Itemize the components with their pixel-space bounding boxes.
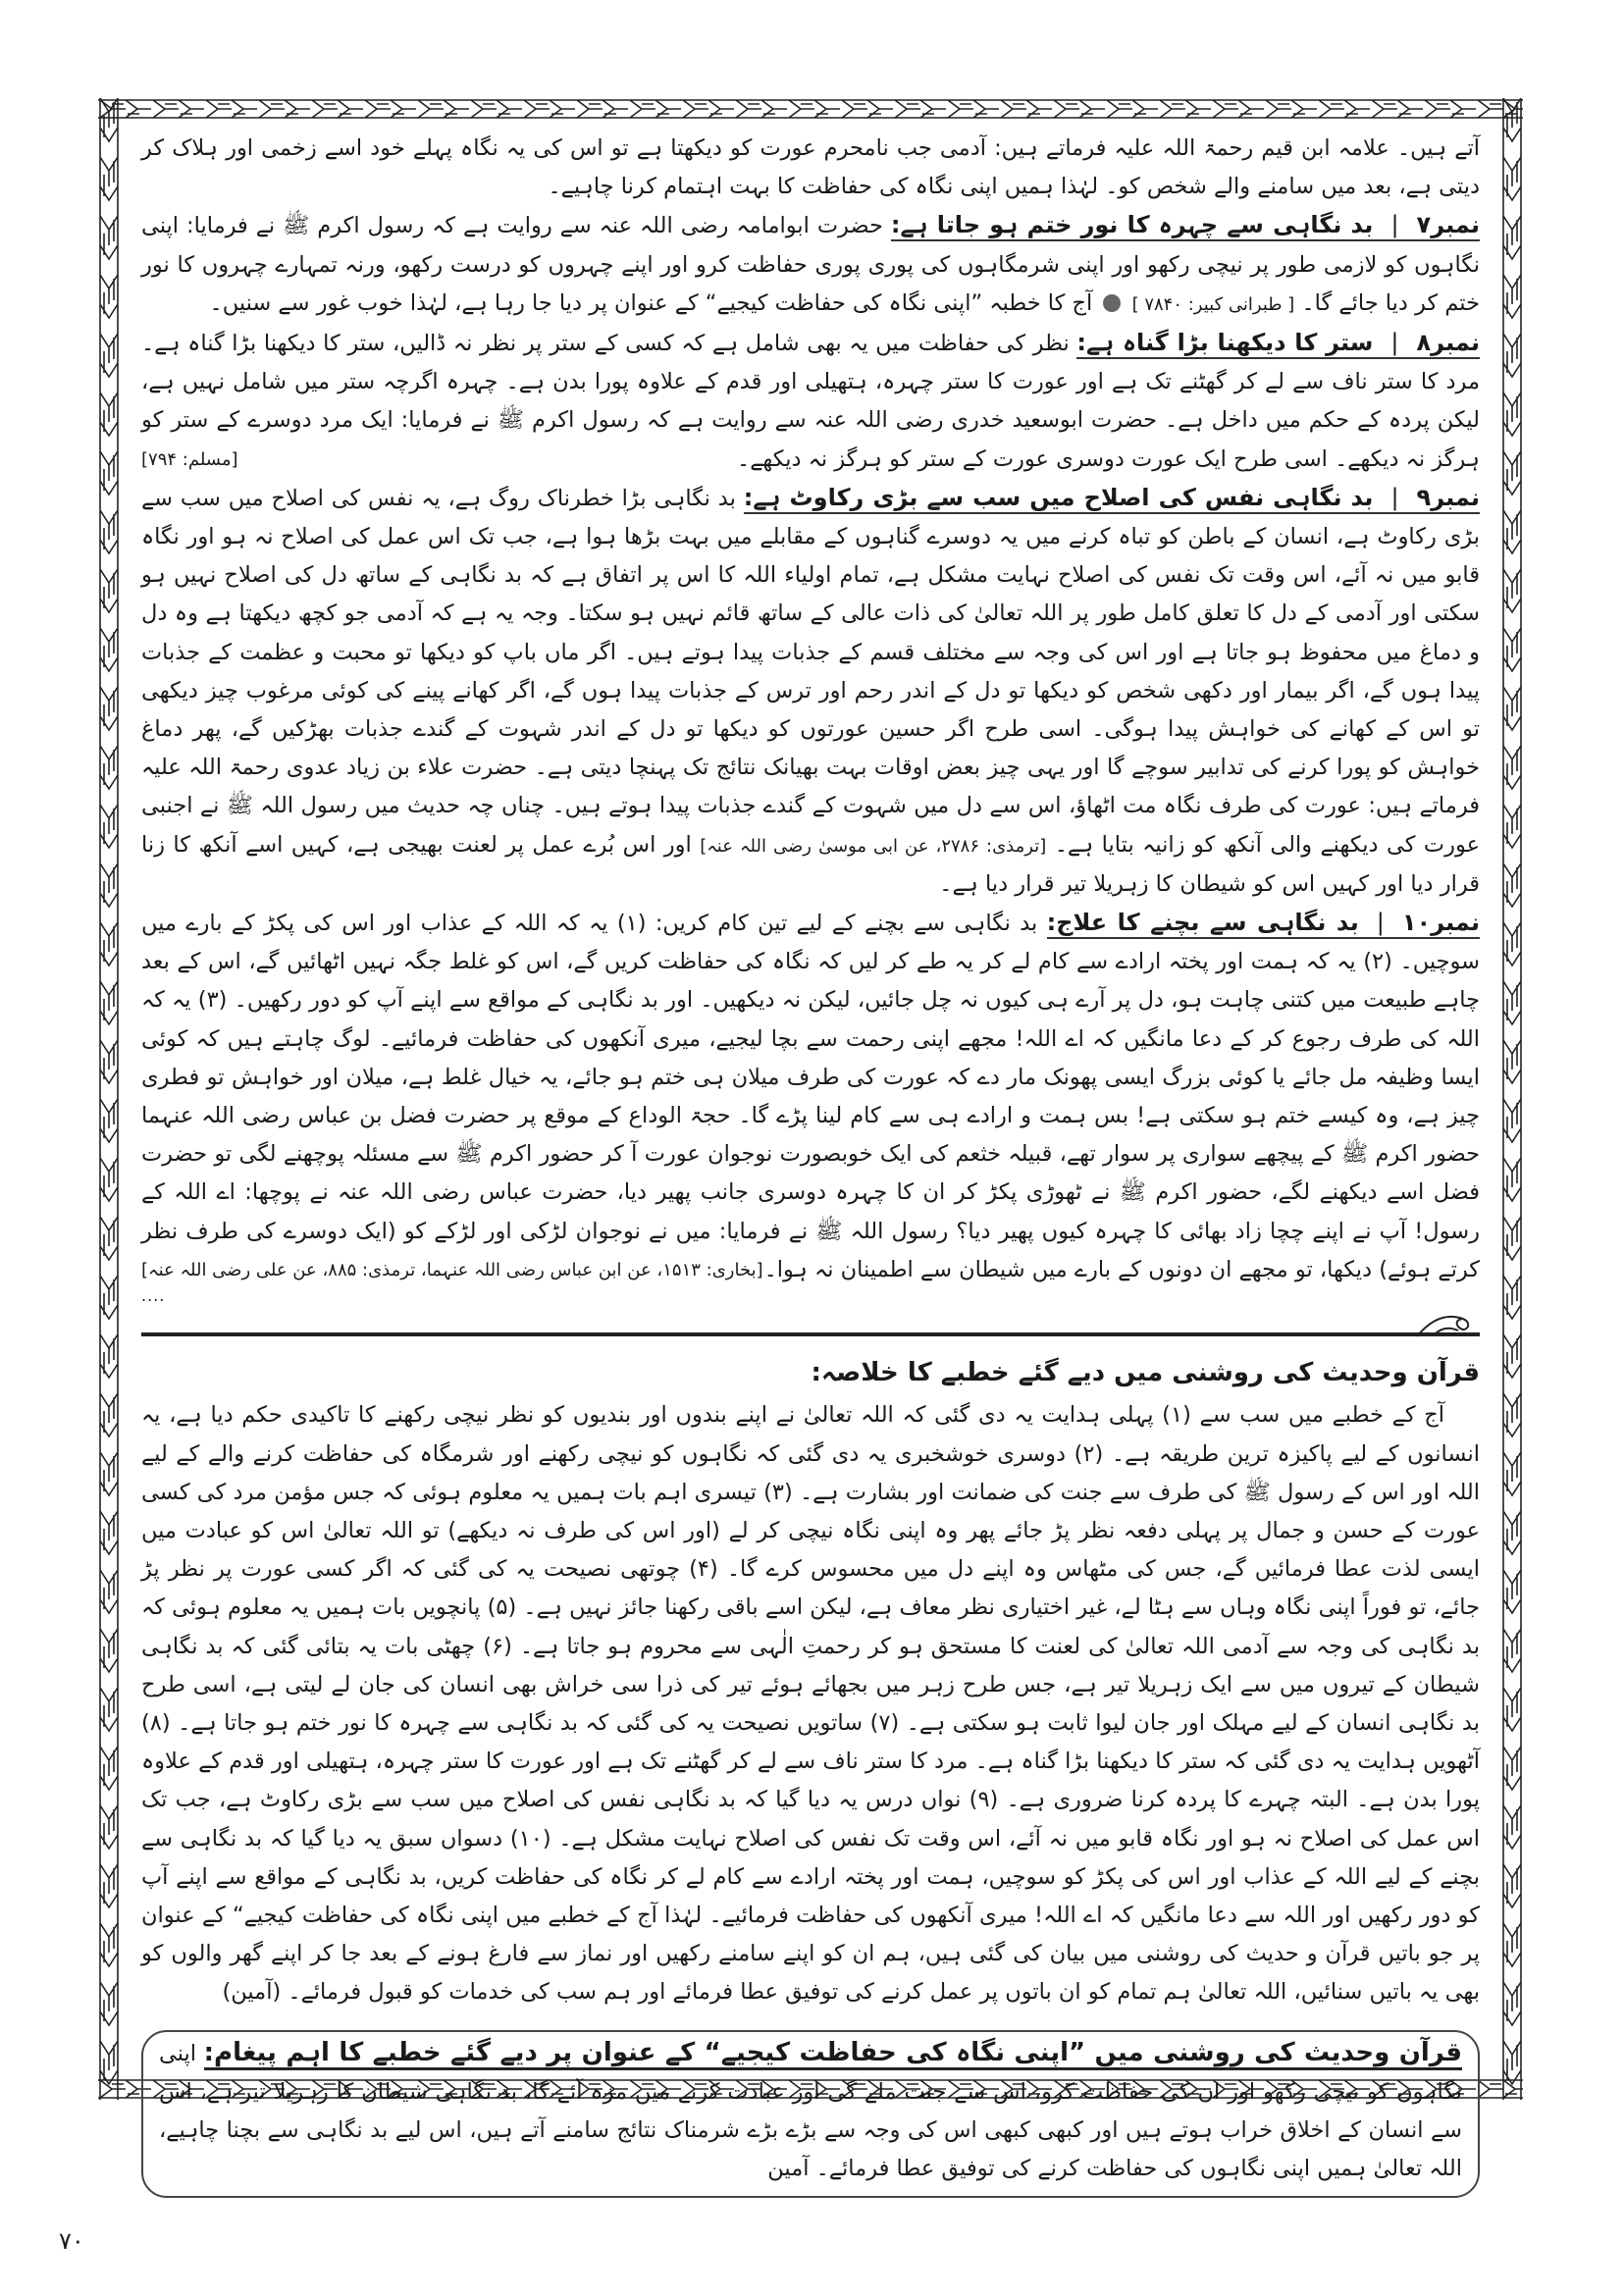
citation: [ترمذی: ۲۷۸۶، عن ابی موسیٰ رضی اللہ عنہ] [700, 835, 1047, 857]
section-title: بد نگاہی سے چہرہ کا نور ختم ہو جاتا ہے: [890, 211, 1374, 239]
message-title-text: قرآن وحدیث کی روشنی میں ”اپنی نگاہ کی حفاظت کیجیے“ کے عنوان پر دیے گئے خطبے کا اہم پیغام: [204, 2038, 1462, 2070]
citation: [مسلم: ۷۹۴] [141, 448, 238, 470]
section-tail: اور اس بُرے عمل پر لعنت بھیجی ہے، کہیں اسے آنکھ کا زنا قرار دیا اور کہیں اس کو شیطان کا زہریلا تیر قرار دیا ہے۔ [141, 831, 1480, 897]
message-body: اپنی نگاہوں کو نیچی رکھو اور ان کی حفاظت کرو، اس سے جنت ملے گی اور عبادت کرنے میں مزہ آئے گا، بد نگاہی شیطان کا زہریلا تیر ہے، اس سے انسان کے اخلاق خراب ہوتے ہیں اور کبھی کبھی اس کی وجہ سے بڑے بڑے شرمناک نتائج سامنے آتے ہیں، اس لیے بد نگاہی سے بچنا چاہیے، اللہ تعالیٰ ہمیں اپنی نگاہوں کی حفاظت کرنے کی توفیق عطا فرمائے۔ آمین [159, 2040, 1462, 2182]
summary-body: آج کے خطبے میں سب سے (۱) پہلی ہدایت یہ دی گئی کہ اللہ تعالیٰ نے اپنے بندوں اور بندیوں کو نظر نیچی رکھنے کا تاکیدی حکم دیا ہے، یہ انسانوں کے لیے پاکیزہ ترین طریقہ ہے۔ (۲) دوسری خوشخبری یہ دی گئی کہ نگاہوں کو نیچی رکھنے اور شرمگاہ کی حفاظت کرنے والے کے لیے اللہ اور اس کے رسول ﷺ کی طرف سے جنت کی ضمانت اور بشارت ہے۔ (۳) تیسری اہم بات ہمیں یہ معلوم ہوئی کہ جس مؤمن مرد کی کسی عورت کے حسن و جمال پر پہلی دفعہ نظر پڑ جائے پھر وہ اپنی نگاہ نیچی کر لے (اور اس کی طرف نہ دیکھے) تو اللہ تعالیٰ اس کو عبادت میں ایسی لذت عطا فرمائیں گے، جس کی مٹھاس وہ اپنے دل میں محسوس کرے گا۔ (۴) چوتھی نصیحت یہ کی گئی کہ اگر کسی عورت پر نظر پڑ جائے، تو فوراً اپنی نگاہ وہاں سے ہٹا لے، غیر اختیاری نظر معاف ہے، لیکن اسے باقی رکھنا جائز نہیں ہے۔ (۵) پانچویں بات ہمیں یہ معلوم ہوئی کہ بد نگاہی کی وجہ سے آدمی اللہ تعالیٰ کی لعنت کا مستحق ہو کر رحمتِ الٰہی سے محروم ہو جاتا ہے۔ (۶) چھٹی بات یہ بتائی گئی کہ بد نگاہی شیطان کے تیروں میں سے ایک زہریلا تیر ہے، جس طرح زہر میں بجھائے ہوئے تیر کی ذرا سی خراش بھی انسان کی جان لے لیتی ہے، اسی طرح بد نگاہی انسان کے لیے مہلک اور جان لیوا ثابت ہو سکتی ہے۔ (۷) ساتویں نصیحت یہ کی گئی کہ بد نگاہی سے چہرہ کا نور ختم ہو جاتا ہے۔ (۸) آٹھویں ہدایت یہ دی گئی کہ ستر کا دیکھنا بڑا گناہ ہے۔ مرد کا ستر ناف سے لے کر گھٹنے تک ہے اور عورت کا ستر چہرہ، ہتھیلی اور قدم کے علاوہ پورا بدن ہے۔ البتہ چہرے کا پردہ کرنا ضروری ہے۔ (۹) نواں درس یہ دیا گیا کہ بد نگاہی نفس کی اصلاح میں سب سے بڑی رکاوٹ ہے، جب تک اس عمل کی اصلاح نہ ہو اور نگاہ قابو میں نہ آئے، اس وقت تک نفس کی اصلاح نہایت مشکل ہے۔ (۱۰) دسواں سبق یہ دیا گیا کہ بد نگاہی سے بچنے کے لیے اللہ کے عذاب اور اس کی پکڑ کو سوچیں، ہمت اور پختہ ارادے سے کام لے کر نگاہ کی حفاظت کریں، بد نگاہی کے مواقع سے اپنے آپ کو دور رکھیں اور اللہ سے دعا مانگیں کہ اے اللہ! میری آنکھوں کی حفاظت فرمائیے۔ لہٰذا آج کے خطبے میں اپنی نگاہ کی حفاظت کیجیے“ کے عنوان پر جو باتیں قرآن و حدیث کی روشنی میں بیان کی گئی ہیں، ہم ان کو اپنے سامنے رکھیں اور نماز سے فارغ ہونے کے بعد جا کر اپنے گھر والوں کو بھی یہ باتیں سنائیں، اللہ تعالیٰ ہم تمام کو ان باتوں پر عمل کرنے کی توفیق عطا فرمائے اور ہم سب کی خدمات کو قبول فرمائے۔ (آمین) [141, 1402, 1481, 2006]
section-divider [141, 1307, 1480, 1346]
section-number: نمبر۸ [1416, 329, 1480, 357]
section-number: نمبر۷ [1416, 211, 1481, 239]
page-number: ۷۰ [59, 2227, 84, 2255]
flourish-ornament-icon [1415, 1307, 1474, 1338]
section-8-heading [1076, 329, 1480, 359]
section-9 [141, 479, 1480, 904]
section-7 [141, 206, 1480, 324]
section-note: آج کا خطبہ ”اپنی نگاہ کی حفاظت کیجیے“ کے عنوان پر دیا جا رہا ہے، لہٰذا خوب غور سے سنیں۔ [209, 289, 1093, 316]
continuation-dots: .... [141, 1286, 166, 1306]
intro-paragraph: آتے ہیں۔ علامہ ابن قیم رحمۃ اللہ علیہ فرماتے ہیں: آدمی جب نامحرم عورت کو دیکھتا ہے تو اس کی یہ نگاہ پہلے خود اسے زخمی اور ہلاک کر دیتی ہے، بعد میں سامنے والے شخص کو۔ لہٰذا ہمیں اپنی نگاہ کی حفاظت کا بہت اہتمام کرنا چاہیے۔ [141, 135, 1480, 200]
divider-rule [141, 1332, 1480, 1336]
summary-title: قرآن وحدیث کی روشنی میں دیے گئے خطبے کا خلاصہ: [811, 1358, 1480, 1388]
section-title: بد نگاہی نفس کی اصلاح میں سب سے بڑی رکاوٹ ہے: [743, 483, 1374, 511]
section-number: نمبر۱۰ [1401, 909, 1481, 937]
citation: [بخاری: ۱۵۱۳، عن ابن عباس رضی اللہ عنہما، ترمذی: ۸۸۵، عن علی رضی اللہ عنہ] [141, 1259, 763, 1280]
section-body: بد نگاہی بڑا خطرناک روگ ہے، یہ نفس کی اصلاح میں سب سے بڑی رکاوٹ ہے، انسان کے باطن کو تباہ کرنے میں یہ دوسرے گناہوں کے مقابلے میں بہت بڑھا ہوا ہے، جب تک اس عمل کی اصلاح نہ ہو اور نگاہ قابو میں نہ آئے، اس وقت تک نفس کی اصلاح نہایت مشکل ہے، تمام اولیاء اللہ کا اس پر اتفاق ہے کہ بد نگاہی کے ساتھ دل کی اصلاح نہیں ہو سکتی اور آدمی کے دل کا تعلق کامل طور پر اللہ تعالیٰ کی ذات عالی کے ساتھ قائم نہیں ہو سکتا۔ وجہ یہ ہے کہ آدمی جو کچھ دیکھتا ہے وہ دل و دماغ میں محفوظ ہو جاتا ہے اور اس کی وجہ سے مختلف قسم کے جذبات پیدا ہوتے ہیں۔ اگر ماں باپ کو دیکھا تو محبت و عظمت کے جذبات پیدا ہوں گے، اگر بیمار اور دکھی شخص کو دیکھا تو دل کے اندر رحم اور ترس کے جذبات پیدا ہوں گے، اگر کھانے پینے کی کوئی مرغوب چیز دیکھی تو اس کے کھانے کی خواہش پیدا ہوگی۔ اسی طرح اگر حسین عورتوں کو دیکھا تو دل کے اندر شہوت کے گندے جذبات بھڑکیں گے، پھر دماغ خواہش کو پورا کرنے کی تدابیر سوچے گا اور یہی چیز بعض اوقات بہت بھیانک نتائج تک پہنچا دیتی ہے۔ حضرت علاء بن زیاد عدوی رحمۃ اللہ علیہ فرماتے ہیں: عورت کی طرف نگاہ مت اٹھاؤ، اس سے دل میں شہوت کے گندے جذبات پیدا ہوتے ہیں۔ چناں چہ حدیث میں رسول اللہ ﷺ نے اجنبی عورت کی دیکھنے والی آنکھ کو زانیہ بتایا ہے۔ [141, 485, 1481, 858]
section-title: بد نگاہی سے بچنے کا علاج: [1046, 909, 1359, 937]
ornamental-border-right [1501, 98, 1523, 2100]
message-content [159, 2034, 1462, 2189]
summary-section [141, 1354, 1480, 2011]
ornamental-border-left [98, 98, 120, 2100]
section-7-heading [891, 211, 1480, 241]
section-10 [141, 904, 1480, 1289]
section-title: ستر کا دیکھنا بڑا گناہ ہے: [1076, 329, 1374, 357]
separator-bar: | [1376, 909, 1385, 937]
bullet-circle-icon [1103, 294, 1121, 312]
key-message-box [141, 2030, 1480, 2199]
page-content [141, 130, 1481, 2182]
citation: [ طبرانی کبیر: ۷۸۴۰ ] [1131, 293, 1295, 315]
separator-bar: | [1390, 483, 1399, 511]
section-body: نظر کی حفاظت میں یہ بھی شامل ہے کہ کسی کے ستر پر نظر نہ ڈالیں، ستر کا دیکھنا بڑا گناہ ہے۔ مرد کا ستر ناف سے لے کر گھٹنے تک ہے اور عورت کا ستر چہرہ، ہتھیلی اور قدم کے علاوہ پورا بدن ہے۔ چہرہ اگرچہ ستر میں شامل نہیں ہے، لیکن پردہ کے حکم میں داخل ہے۔ حضرت ابوسعید خدری رضی اللہ عنہ سے روایت ہے کہ رسول اکرم ﷺ نے فرمایا: ایک مرد دوسرے کے ستر کو ہرگز نہ دیکھے۔ اسی طرح ایک عورت دوسری عورت کے ستر کو ہرگز نہ دیکھے۔ [141, 331, 1480, 472]
section-number: نمبر۹ [1416, 483, 1481, 511]
separator-bar: | [1390, 329, 1399, 357]
section-10-heading [1047, 909, 1480, 939]
section-8 [141, 324, 1480, 479]
section-9-heading [744, 484, 1480, 514]
section-body: حضرت ابوامامہ رضی اللہ عنہ سے روایت ہے کہ رسول اکرم ﷺ نے فرمایا: اپنی نگاہوں کو لازمی طور پر نیچی رکھو اور اپنی شرمگاہوں کی پوری پوری حفاظت کرو اور اپنے چہروں کو درست رکھو، ورنہ تمہارے چہروں کا نور ختم کر دیا جائے گا۔ [141, 213, 1480, 316]
section-body: بد نگاہی سے بچنے کے لیے تین کام کریں: (۱) یہ کہ اللہ کے عذاب اور اس کی پکڑ کے بارے میں سوچیں۔ (۲) یہ کہ ہمت اور پختہ ارادے سے کام لے کر یہ طے کر لیں کہ نگاہ کی حفاظت کریں گے، اس کو غلط جگہ نہیں اٹھائیں گے، اس کے بعد چاہے طبیعت میں کتنی چاہت ہو، دل پر آرے ہی کیوں نہ چل جائیں، لیکن نہ دیکھیں۔ اور بد نگاہی کے مواقع سے اپنے آپ کو دور رکھیں۔ (۳) یہ کہ اللہ کی طرف رجوع کر کے دعا مانگیں کہ اے اللہ! مجھے اپنی رحمت سے بچا لیجیے، میری آنکھوں کی حفاظت فرمائیے۔ لوگ چاہتے ہیں کہ کوئی ایسا وظیفہ مل جائے یا کوئی بزرگ ایسی پھونک مار دے کہ عورت کی طرف میلان ہی ختم ہو جائے، یہ خیال غلط ہے، میلان اور خواہش تو فطری چیز ہے، وہ کیسے ختم ہو سکتی ہے! بس ہمت و ارادے ہی سے کام لینا پڑے گا۔ حجۃ الوداع کے موقع پر حضرت فضل بن عباس رضی اللہ عنہما حضور اکرم ﷺ کے پیچھے سواری پر سوار تھے، قبیلہ خثعم کی ایک خوبصورت نوجوان عورت آ کر حضور اکرم ﷺ سے مسئلہ پوچھنے لگی تو حضرت فضل اسے دیکھنے لگے، حضور اکرم ﷺ نے ٹھوڑی پکڑ کر ان کا چہرہ دوسری جانب پھیر دیا، حضرت عباس رضی اللہ عنہ نے پوچھا: اے اللہ کے رسول! آپ نے اپنے چچا زاد بھائی کا چہرہ کیوں پھیر دیا؟ رسول اللہ ﷺ نے فرمایا: میں نے نوجوان لڑکی اور لڑکے کو (ایک دوسرے کی طرف نظر کرتے ہوئے) دیکھا، تو مجھے ان دونوں کے بارے میں شیطان سے اطمینان نہ ہوا۔ [141, 911, 1480, 1282]
message-title [204, 2038, 1462, 2070]
ornamental-border-top [98, 98, 1523, 120]
page-frame [98, 98, 1523, 2182]
separator-bar: | [1390, 211, 1399, 239]
